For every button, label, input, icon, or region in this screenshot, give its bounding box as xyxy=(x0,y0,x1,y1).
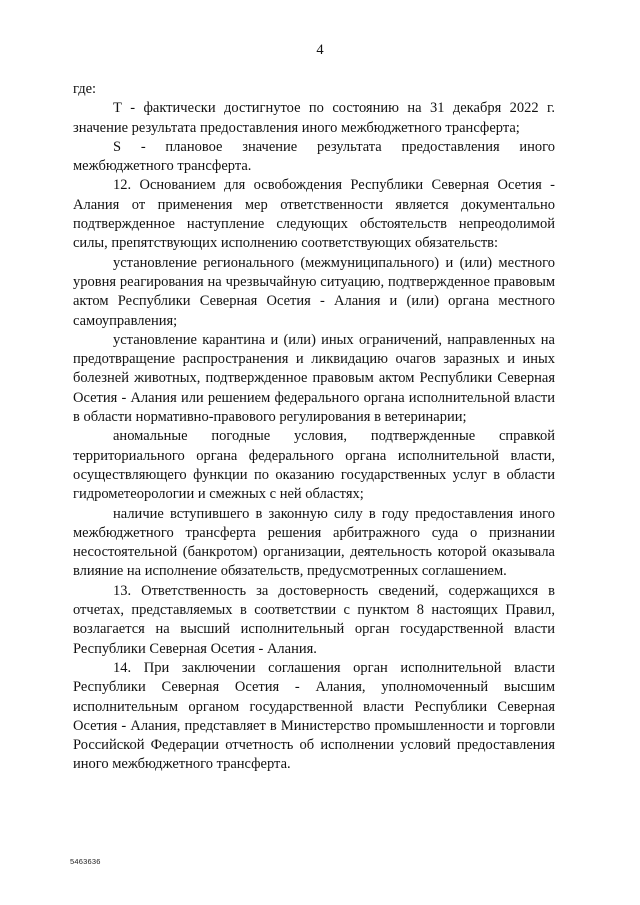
paragraph-where: где: xyxy=(73,81,97,97)
paragraph-t-definition: Т - фактически достигнутое по состоянию на 31 декабря 2022 г. значение результата предоставления иного межбюджетного трансферта; xyxy=(73,100,555,136)
document-body xyxy=(73,80,555,775)
paragraph-14: 14. При заключении соглашения орган исполнительной власти Республики Северная Осетия - Алания, уполномоченный высшим исполнительным органом государственной власти Республики Северная Осетия - Алания, представляет в Министерство промышленности и торговли Российской Федерации отчетность об исполнении условий предоставления иного межбюджетного трансферта. xyxy=(73,659,555,773)
document-id: 5463636 xyxy=(70,857,101,866)
paragraph-12: 12. Основанием для освобождения Республики Северная Осетия - Алания от применения мер ответственности является документально подтвержденное наступление следующих обстоятельств непреодолимой силы, препятствующих исполнению соответствующих обязательств: xyxy=(73,177,555,252)
page-number: 4 xyxy=(316,42,324,58)
paragraph-weather: аномальные погодные условия, подтвержденные справкой территориального органа федерального органа исполнительной власти, осуществляющего функции по оказанию государственных услуг в области гидрометеорологии и смежных с ней областях; xyxy=(73,428,555,503)
paragraph-bankruptcy: наличие вступившего в законную силу в году предоставления иного межбюджетного трансферта решения арбитражного суда о признании несостоятельной (банкротом) организации, деятельность которой оказывала влияние на исполнение обязательств, предусмотренных соглашением. xyxy=(73,505,555,580)
paragraph-emergency-response: установление регионального (межмуниципального) и (или) местного уровня реагирования на чрезвычайную ситуацию, подтвержденное правовым актом Республики Северная Осетия - Алания и (или) органа местного самоуправления; xyxy=(73,254,555,329)
paragraph-s-definition: S - плановое значение результата предоставления иного межбюджетного трансферта. xyxy=(73,138,555,175)
paragraph-13: 13. Ответственность за достоверность сведений, содержащихся в отчетах, представляемых в соответствии с пунктом 8 настоящих Правил, возлагается на высший исполнительный орган государственной власти Республики Северная Осетия - Алания. xyxy=(73,582,555,657)
paragraph-quarantine: установление карантина и (или) иных ограничений, направленных на предотвращение распространения и ликвидацию очагов заразных и иных болезней животных, подтвержденное правовым актом Республики Северная Осетия - Алания или решением федерального органа исполнительной власти в области нормативно-правового регулирования в ветеринарии; xyxy=(73,331,555,426)
